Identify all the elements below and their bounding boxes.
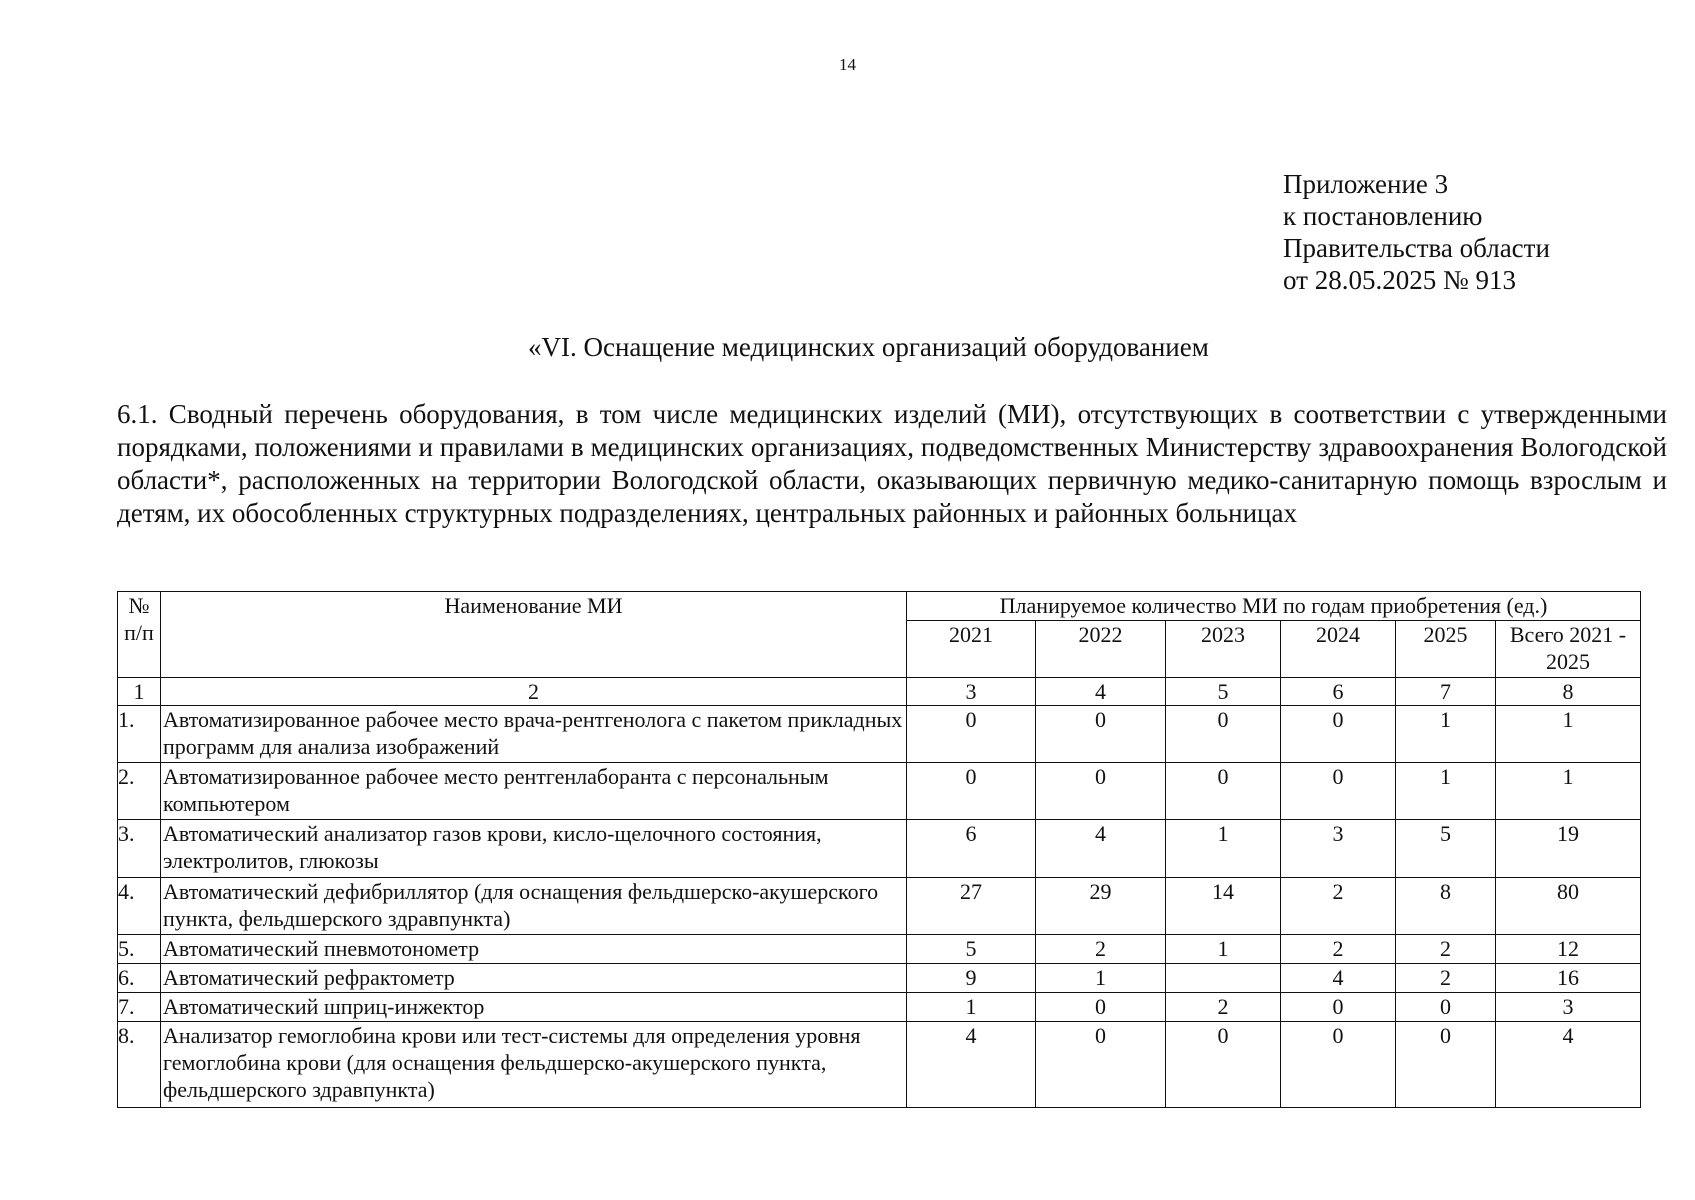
row-number: 2. — [118, 763, 161, 820]
row-value: 2 — [1281, 935, 1396, 964]
row-value: 4 — [1281, 964, 1396, 993]
row-total: 80 — [1496, 878, 1641, 935]
table-row — [118, 993, 1641, 1022]
header-name: Наименование МИ — [161, 592, 907, 678]
row-value: 14 — [1166, 878, 1281, 935]
row-value: 0 — [1281, 993, 1396, 1022]
column-index: 2 — [161, 678, 907, 706]
header-num: № п/п — [118, 592, 161, 678]
row-value: 2 — [1281, 878, 1396, 935]
row-name: Автоматический пневмотонометр — [161, 935, 907, 964]
row-name: Автоматический рефрактометр — [161, 964, 907, 993]
table-row — [118, 820, 1641, 878]
row-name: Автоматизированное рабочее место врача-рентгенолога с пакетом прикладных программ для анализа изображений — [161, 706, 907, 763]
row-value: 9 — [907, 964, 1036, 993]
table-row — [118, 1022, 1641, 1108]
row-value: 0 — [1396, 1022, 1496, 1108]
row-name: Автоматический дефибриллятор (для оснащения фельдшерско-акушерского пункта, фельдшерского здравпункта) — [161, 878, 907, 935]
row-number: 7. — [118, 993, 161, 1022]
row-value — [1166, 964, 1281, 993]
row-name: Автоматизированное рабочее место рентгенлаборанта с персональным компьютером — [161, 763, 907, 820]
column-index: 1 — [118, 678, 161, 706]
row-value: 0 — [1166, 706, 1281, 763]
row-value: 2 — [1396, 935, 1496, 964]
row-value: 0 — [1036, 1022, 1166, 1108]
row-value: 0 — [907, 763, 1036, 820]
header-total: Всего 2021 - 2025 — [1496, 621, 1641, 678]
appendix-line: к постановлению — [1283, 201, 1483, 231]
row-number: 3. — [118, 820, 161, 878]
row-value: 2 — [1166, 993, 1281, 1022]
row-number: 5. — [118, 935, 161, 964]
row-name: Автоматический анализатор газов крови, кисло-щелочного состояния, электролитов, глюкозы — [161, 820, 907, 878]
row-value: 5 — [907, 935, 1036, 964]
row-value: 29 — [1036, 878, 1166, 935]
table-row — [118, 706, 1641, 763]
table-row — [118, 964, 1641, 993]
row-total: 16 — [1496, 964, 1641, 993]
table-row — [118, 935, 1641, 964]
row-number: 8. — [118, 1022, 161, 1108]
row-value: 2 — [1036, 935, 1166, 964]
row-value: 0 — [1281, 763, 1396, 820]
header-year: 2022 — [1036, 621, 1166, 678]
appendix-block — [1283, 168, 1550, 296]
header-year: 2021 — [907, 621, 1036, 678]
header-year: 2023 — [1166, 621, 1281, 678]
row-value: 1 — [1166, 935, 1281, 964]
appendix-line: от 28.05.2025 № 913 — [1283, 265, 1516, 295]
column-index: 3 — [907, 678, 1036, 706]
row-value: 6 — [907, 820, 1036, 878]
column-index: 4 — [1036, 678, 1166, 706]
row-total: 4 — [1496, 1022, 1641, 1108]
row-value: 1 — [1396, 763, 1496, 820]
header-year: 2024 — [1281, 621, 1396, 678]
row-value: 0 — [907, 706, 1036, 763]
row-value: 0 — [1396, 993, 1496, 1022]
header-group: Планируемое количество МИ по годам приобретения (ед.) — [907, 592, 1641, 621]
row-value: 2 — [1396, 964, 1496, 993]
row-name: Автоматический шприц-инжектор — [161, 993, 907, 1022]
column-index: 7 — [1396, 678, 1496, 706]
row-value: 5 — [1396, 820, 1496, 878]
column-index: 6 — [1281, 678, 1396, 706]
equipment-table — [117, 591, 1641, 1108]
row-value: 1 — [1036, 964, 1166, 993]
table-row — [118, 878, 1641, 935]
row-value: 0 — [1281, 1022, 1396, 1108]
row-value: 1 — [1396, 706, 1496, 763]
row-value: 0 — [1281, 706, 1396, 763]
table-row — [118, 763, 1641, 820]
row-value: 0 — [1166, 763, 1281, 820]
row-value: 0 — [1036, 993, 1166, 1022]
row-number: 1. — [118, 706, 161, 763]
row-number: 4. — [118, 878, 161, 935]
row-value: 0 — [1166, 1022, 1281, 1108]
column-index: 8 — [1496, 678, 1641, 706]
row-total: 1 — [1496, 763, 1641, 820]
row-total: 1 — [1496, 706, 1641, 763]
row-value: 8 — [1396, 878, 1496, 935]
table-body — [118, 706, 1641, 1108]
appendix-line: Приложение 3 — [1283, 169, 1449, 199]
header-year: 2025 — [1396, 621, 1496, 678]
appendix-line: Правительства области — [1283, 233, 1550, 263]
row-value: 3 — [1281, 820, 1396, 878]
row-value: 0 — [1036, 763, 1166, 820]
row-total: 19 — [1496, 820, 1641, 878]
row-total: 3 — [1496, 993, 1641, 1022]
row-total: 12 — [1496, 935, 1641, 964]
row-value: 27 — [907, 878, 1036, 935]
column-index: 5 — [1166, 678, 1281, 706]
row-number: 6. — [118, 964, 161, 993]
row-name: Анализатор гемоглобина крови или тест-системы для определения уровня гемоглобина крови (для оснащения фельдшерско-акушерского пункта, фельдшерского здравпункта) — [161, 1022, 907, 1108]
row-value: 1 — [1166, 820, 1281, 878]
row-value: 0 — [1036, 706, 1166, 763]
row-value: 4 — [1036, 820, 1166, 878]
section-title: «VI. Оснащение медицинских организаций оборудованием — [528, 332, 1209, 362]
page-number: 14 — [839, 55, 856, 74]
intro-paragraph: 6.1. Сводный перечень оборудования, в том числе медицинских изделий (МИ), отсутствующих в соответствии с утвержденными порядками, положениями и правилами в медицинских организациях, подведомственных Министерству здравоохранения Вологодской области*, расположенных на территории Вологодской области, оказывающих первичную медико-санитарную помощь взрослым и детям, их обособленных структурных подразделениях, центральных районных и районных больницах — [117, 399, 1667, 528]
row-value: 4 — [907, 1022, 1036, 1108]
row-value: 1 — [907, 993, 1036, 1022]
